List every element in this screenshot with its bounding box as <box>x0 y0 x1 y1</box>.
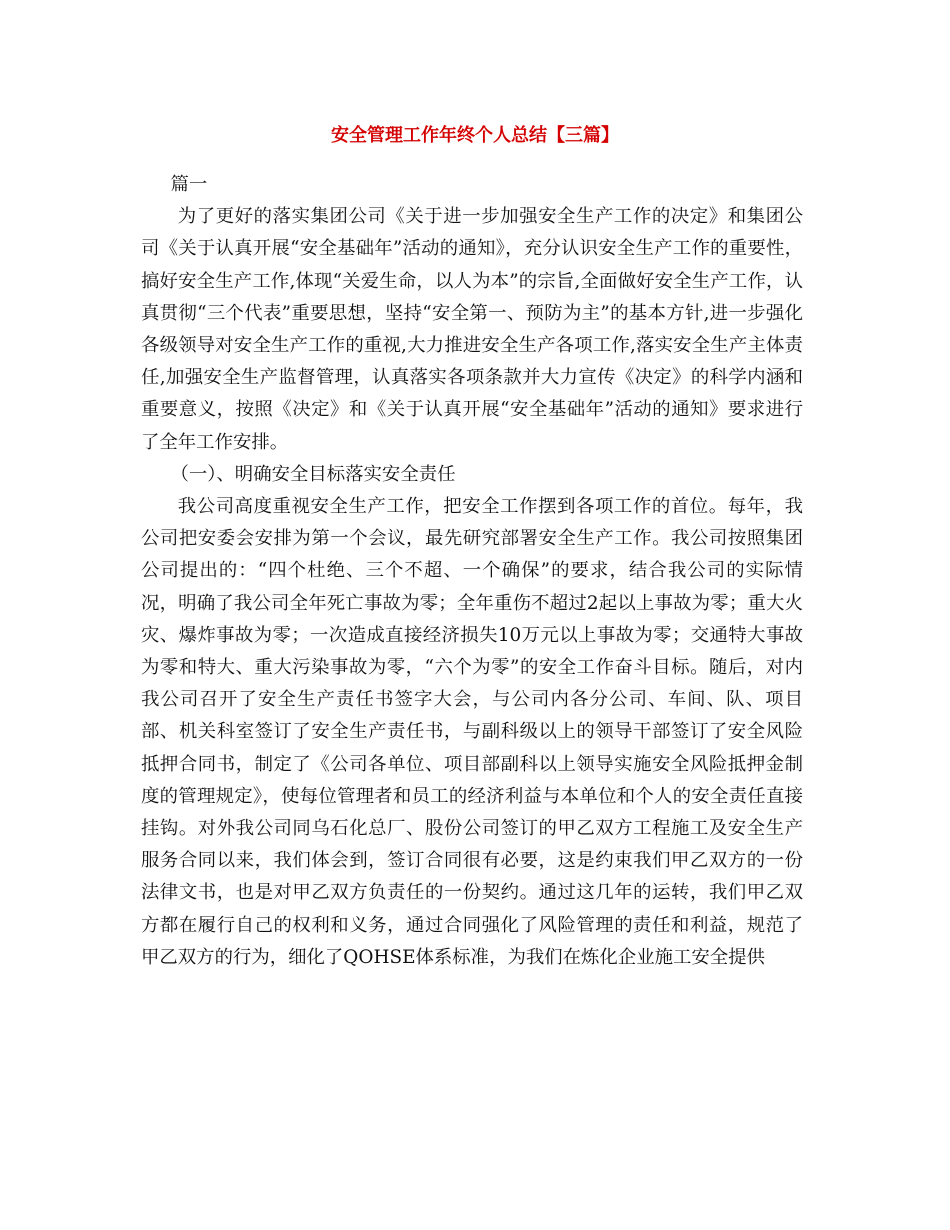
document-body <box>141 169 803 974</box>
body-paragraph: 我公司高度重视安全生产工作，把安全工作摆到各项工作的首位。每年，我公司把安委会安排为第一个会议，最先研究部署安全生产工作。我公司按照集团公司提出的：“四个杜绝、三个不超、一个确保”的要求，结合我公司的实际情况，明确了我公司全年死亡事故为零；全年重伤不超过2起以上事故为零；重大火灾、爆炸事故为零；一次造成直接经济损失10万元以上事故为零；交通特大事故为零和特大、重大污染事故为零，“六个为零”的安全工作奋斗目标。随后，对内我公司召开了安全生产责任书签字大会，与公司内各分公司、车间、队、项目部、机关科室签订了安全生产责任书，与副科级以上的领导干部签订了安全风险抵押合同书，制定了《公司各单位、项目部副科以上领导实施安全风险抵押金制度的管理规定》，使每位管理者和员工的经济利益与本单位和个人的安全责任直接挂钩。对外我公司同乌石化总厂、股份公司签订的甲乙双方工程施工及安全生产服务合同以来，我们体会到，签订合同很有必要，这是约束我们甲乙双方的一份法律文书，也是对甲乙双方负责任的一份契约。通过这几年的运转，我们甲乙双方都在履行自己的权利和义务，通过合同强化了风险管理的责任和利益，规范了甲乙双方的行为，细化了QOHSE体系标准，为我们在炼化企业施工安全提供 <box>141 496 803 968</box>
sub-heading: （一）、明确安全目标落实安全责任 <box>170 463 456 485</box>
section-label: 篇一 <box>170 174 208 195</box>
body-paragraph: 为了更好的落实集团公司《关于进一步加强安全生产工作的决定》和集团公司《关于认真开展“安全基础年”活动的通知》，充分认识安全生产工作的重要性，搞好安全生产工作,体现“关爱生命，以人为本”的宗旨,全面做好安全生产工作，认真贯彻“三个代表”重要思想，坚持“安全第一、预防为主”的基本方针,进一步强化各级领导对安全生产工作的重视,大力推进安全生产各项工作,落实安全生产主体责任,加强安全生产监督管理，认真落实各项条款并大力宣传《决定》的科学内涵和重要意义，按照《决定》和《关于认真开展“安全基础年”活动的通知》要求进行了全年工作安排。 <box>141 206 803 453</box>
document-title: 安全管理工作年终个人总结【三篇】 <box>331 125 619 146</box>
